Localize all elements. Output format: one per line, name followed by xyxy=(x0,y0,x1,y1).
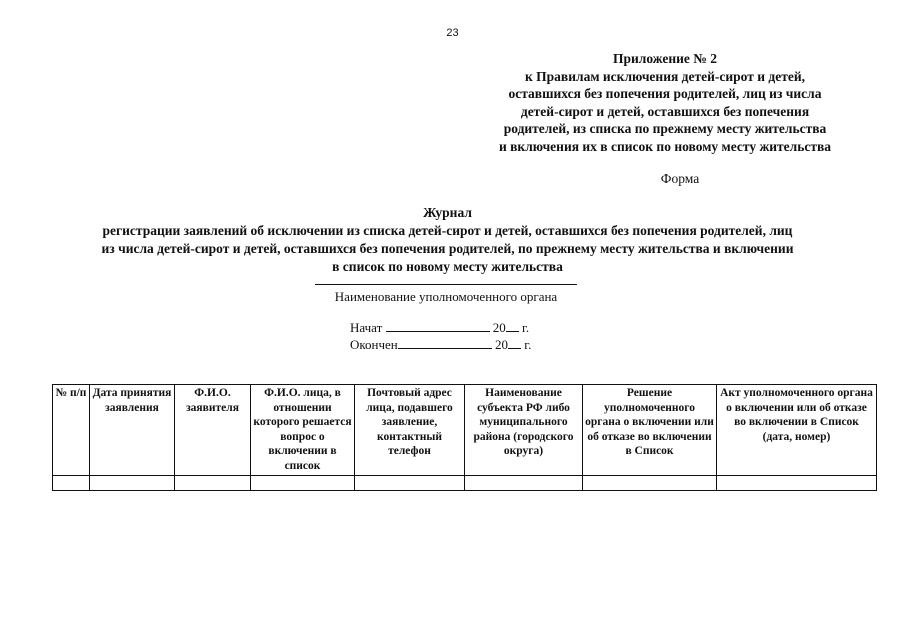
appendix-line: и включения их в список по новому месту жительства xyxy=(498,138,832,154)
column-header-date: Дата принятия заявления xyxy=(90,385,175,476)
ended-year-suffix: г. xyxy=(524,337,532,352)
column-header-region: Наименование субъекта РФ либо муниципального района (городского округа) xyxy=(465,385,583,476)
column-header-act: Акт уполномоченного органа о включении или об отказе во включении в Список (дата, номер) xyxy=(717,385,877,476)
table-header-row xyxy=(53,385,877,476)
started-label: Начат xyxy=(350,320,383,335)
started-year-blank xyxy=(506,320,519,332)
table-cell xyxy=(717,476,877,491)
ended-day-blank xyxy=(398,337,492,349)
column-header-number: № п/п xyxy=(53,385,90,476)
started-day-blank xyxy=(386,320,490,332)
appendix-line: родителей, из списка по прежнему месту жительства xyxy=(503,121,827,136)
started-year-suffix: г. xyxy=(522,320,530,335)
column-header-address: Почтовый адрес лица, подавшего заявление, контактный телефон xyxy=(355,385,465,476)
table-cell xyxy=(355,476,465,491)
appendix-title: Приложение № 2 xyxy=(613,51,717,66)
column-header-person: Ф.И.О. лица, в отношении которого решается вопрос о включении в список xyxy=(251,385,355,476)
form-label: Форма xyxy=(660,171,700,186)
appendix-line: детей-сирот и детей, оставшихся без попечения xyxy=(520,103,810,119)
ended-date-row xyxy=(350,337,531,353)
ended-year-prefix: 20 xyxy=(495,337,509,352)
table-row xyxy=(53,476,877,491)
organization-caption: Наименование уполномоченного органа xyxy=(334,289,558,304)
appendix-line: к Правилам исключения детей-сирот и детей, xyxy=(525,68,805,84)
page-number: 23 xyxy=(446,27,459,39)
journal-line: в список по новому месту жительства xyxy=(332,259,563,274)
started-date-row xyxy=(350,320,529,336)
started-year-prefix: 20 xyxy=(492,320,506,335)
journal-line: регистрации заявлений об исключении из списка детей-сирот и детей, оставшихся без попечения родителей, лиц xyxy=(102,223,793,238)
table-cell xyxy=(251,476,355,491)
journal-heading xyxy=(40,204,855,276)
table-cell xyxy=(175,476,251,491)
column-header-applicant: Ф.И.О. заявителя xyxy=(175,385,251,476)
table-cell xyxy=(583,476,717,491)
table-cell xyxy=(53,476,90,491)
appendix-block xyxy=(455,50,875,155)
journal-title: Журнал xyxy=(423,205,472,220)
organization-blank-line xyxy=(315,284,577,285)
table-cell xyxy=(465,476,583,491)
registration-table xyxy=(52,384,877,491)
organization-field xyxy=(315,284,577,305)
ended-year-blank xyxy=(508,337,521,349)
appendix-line: оставшихся без попечения родителей, лиц из числа xyxy=(508,86,822,101)
ended-label: Окончен xyxy=(350,337,398,352)
table-cell xyxy=(90,476,175,491)
column-header-decision: Решение уполномоченного органа о включении или об отказе во включении в Список xyxy=(583,385,717,476)
journal-line: из числа детей-сирот и детей, оставшихся без попечения родителей, по прежнему месту жительства и включении xyxy=(101,241,794,256)
